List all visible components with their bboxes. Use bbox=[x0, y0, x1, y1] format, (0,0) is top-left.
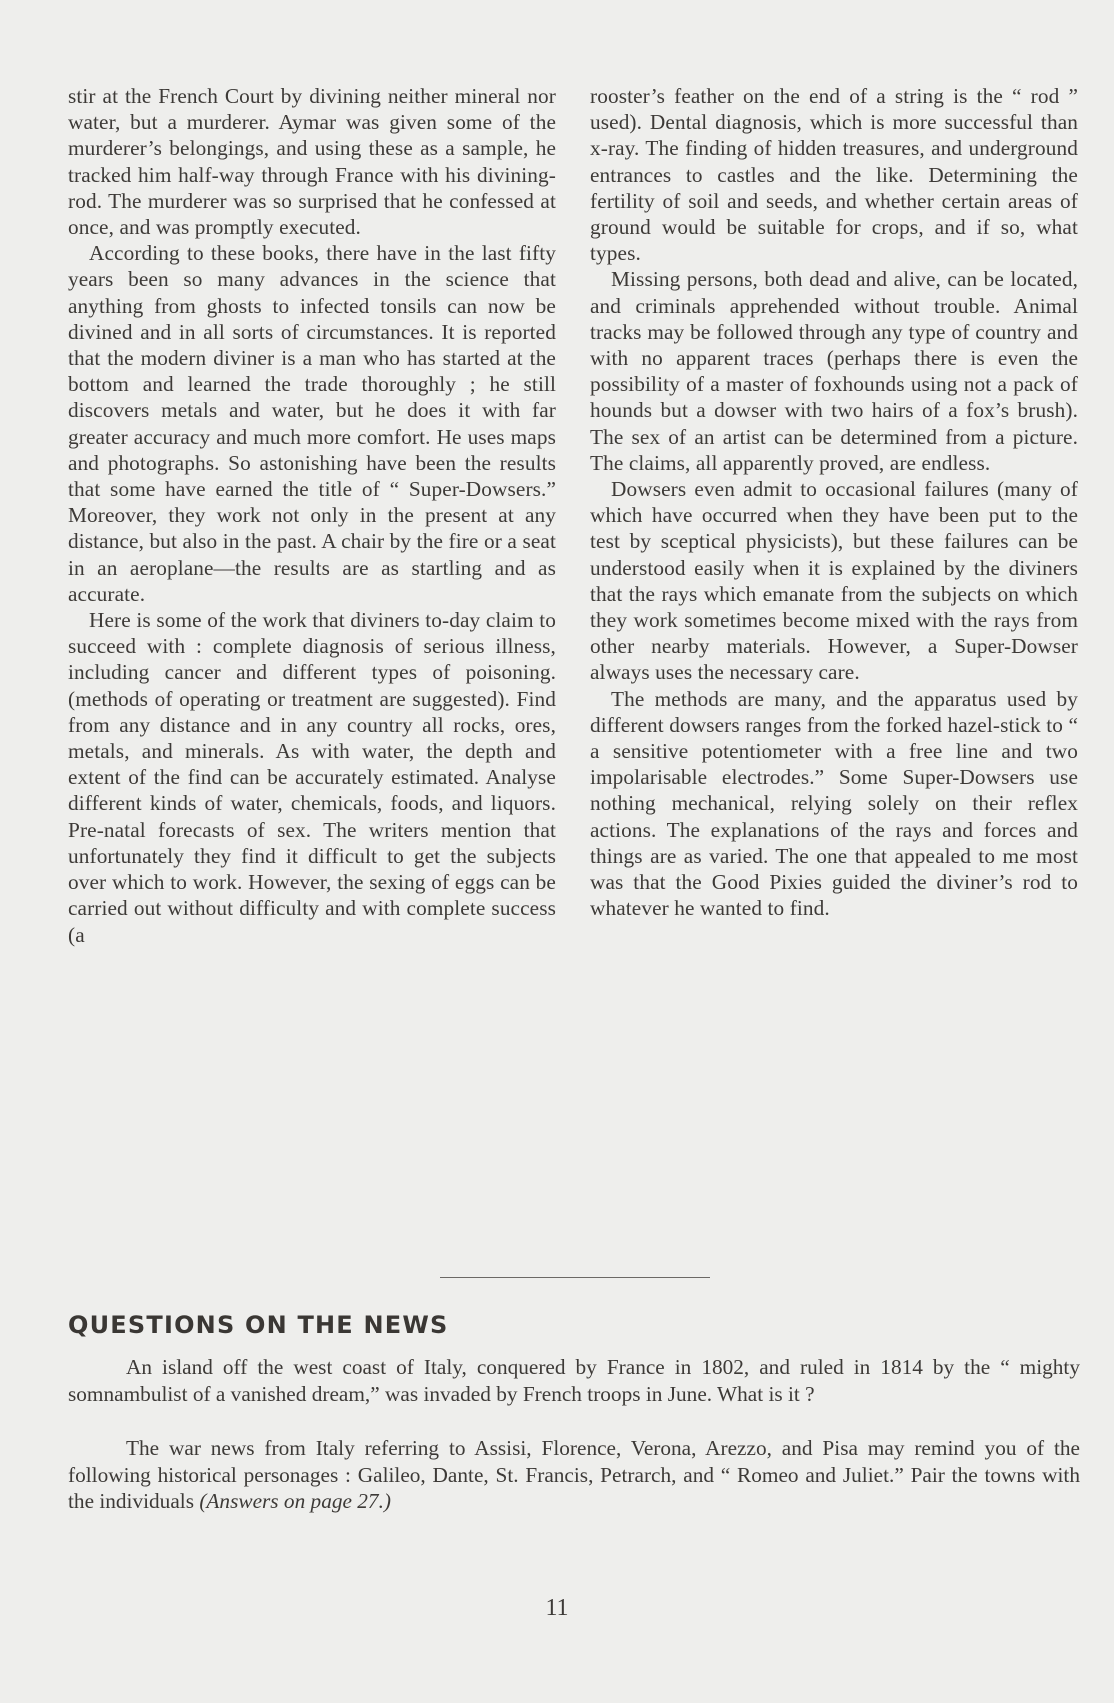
column-left bbox=[68, 83, 556, 948]
section-heading: QUESTIONS ON THE NEWS bbox=[68, 1311, 449, 1339]
paragraph: Here is some of the work that diviners to-day claim to succeed with : complete diagnosis of serious illness, including cancer and different types of poisoning. (methods of operating or treatment are suggested). Find from any distance and in any country all rocks, ores, metals, and minerals. As with water, the depth and extent of the find can be accurately estimated. Analyse different kinds of water, chemicals, foods, and liquors. Pre-natal forecasts of sex. The writers mention that unfortunately they find it difficult to get the subjects over which to work. However, the sexing of eggs can be carried out without difficulty and with complete success (a bbox=[68, 608, 556, 947]
paragraph: The methods are many, and the apparatus used by different dowsers ranges from the forked hazel-stick to “ a sensitive potentiometer with a free line and two impolarisable electrodes.” Some Super-Dowsers use nothing mechanical, relying solely on their reflex actions. The explanations of the rays and forces and things are as varied. The one that appealed to me most was that the Good Pixies guided the diviner’s rod to whatever he wanted to find. bbox=[590, 686, 1078, 921]
page-number: 11 bbox=[545, 1595, 569, 1621]
news-questions bbox=[68, 1354, 1080, 1515]
column-right bbox=[590, 83, 1078, 948]
answers-note: (Answers on page 27.) bbox=[199, 1489, 391, 1513]
paragraph: Missing persons, both dead and alive, can be located, and criminals apprehended without trouble. Animal tracks may be followed through any type of country and with no apparent traces (perhaps there is even the possibility of a master of foxhounds using not a pack of hounds but a dowser with two hairs of a fox’s brush). The sex of an artist can be determined from a picture. The claims, all apparently proved, are endless. bbox=[590, 267, 1078, 475]
question-2-text: The war news from Italy referring to Assisi, Florence, Verona, Arezzo, and Pisa may remind you of the following historical personages : Galileo, Dante, St. Francis, Petrarch, and “ Romeo and Juliet.” Pair the towns with the individuals bbox=[68, 1436, 1080, 1513]
paragraph: According to these books, there have in the last fifty years been so many advances in the science that anything from ghosts to infected tonsils can now be divined and in all sorts of circumstances. It is reported that the modern diviner is a man who has started at the bottom and learned the trade thoroughly ; he still discovers metals and water, but he does it with far greater accuracy and much more comfort. He uses maps and photographs. So astonishing have been the results that some have earned the title of “ Super-Dowsers.” Moreover, they work not only in the present at any distance, but also in the past. A chair by the fire or a seat in an aeroplane—the results are as startling and as accurate. bbox=[68, 241, 556, 606]
paragraph: stir at the French Court by divining neither mineral nor water, but a murderer. Aymar was given some of the murderer’s belongings, and using these as a sample, he tracked him half-way through France with his divining-rod. The murderer was so surprised that he confessed at once, and was promptly executed. bbox=[68, 84, 556, 240]
article-columns bbox=[68, 83, 1078, 948]
paragraph: Dowsers even admit to occasional failures (many of which have occurred when they have been put to the test by sceptical physicists), but these failures can be understood easily when it is explained by the diviners that the rays which emanate from the subjects on which they work sometimes become mixed with the rays from other nearby materials. However, a Super-Dowser always uses the necessary care. bbox=[590, 477, 1078, 685]
question-2 bbox=[68, 1435, 1080, 1515]
section-divider bbox=[440, 1277, 710, 1278]
paragraph: rooster’s feather on the end of a string is the “ rod ” used). Dental diagnosis, which is more successful than x-ray. The finding of hidden treasures, and underground entrances to castles and the like. Determining the fertility of soil and seeds, and whether certain areas of ground would be suitable for crops, and if so, what types. bbox=[590, 84, 1078, 266]
question-1: An island off the west coast of Italy, conquered by France in 1802, and ruled in 1814 by the “ mighty somnambulist of a vanished dream,” was invaded by French troops in June. What is it ? bbox=[68, 1355, 1080, 1406]
